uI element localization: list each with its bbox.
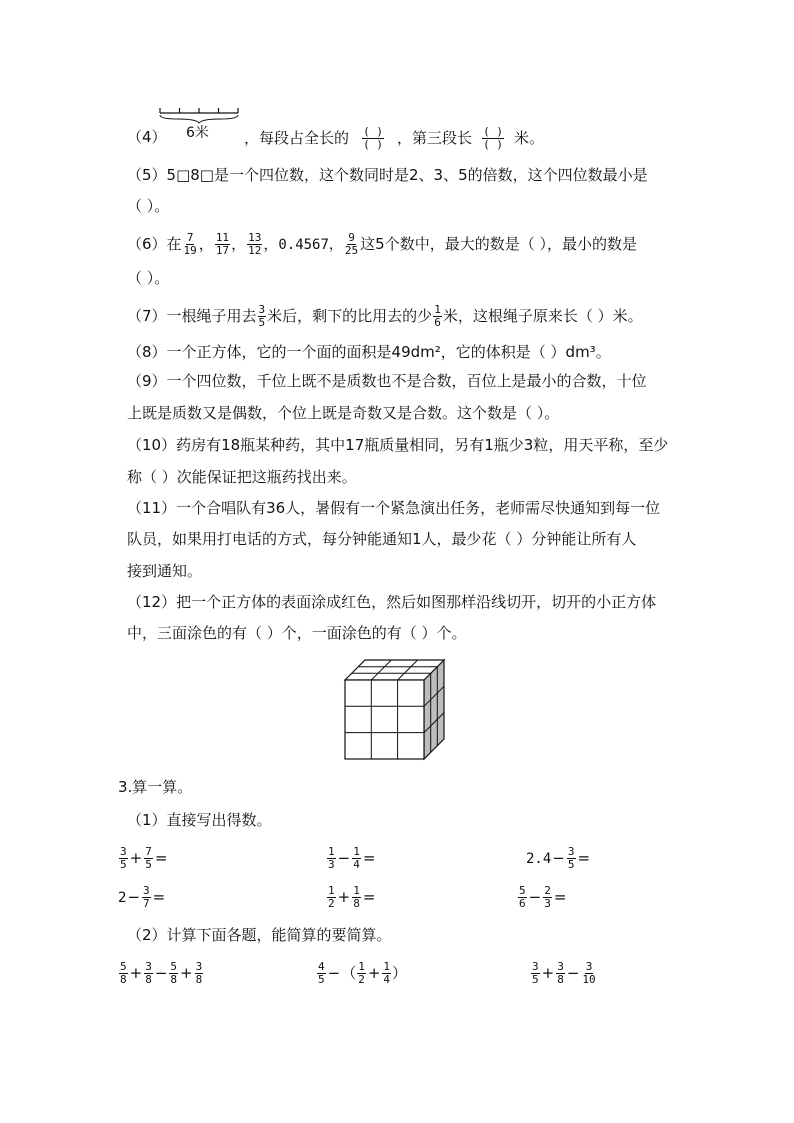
fraction: $\frac{11}{17}$ [215,231,230,257]
fraction: $\frac{1}{6}$ [434,303,441,329]
calc-2: $\frac{1}{3}$ − $\frac{1}{4}$ = [328,845,376,871]
question-11-line3: 接到通知。 [127,562,203,580]
question-12-line2: 中，三面涂色的有（ ）个，一面涂色的有（ ）个。 [127,624,467,642]
calc-4: 2− $\frac{3}{7}$ = [118,884,166,910]
question-number: （4） [127,128,167,146]
calc-6: $\frac{5}{6}$ − $\frac{2}{3}$ = [519,884,567,910]
question-6-line2: （ ）。 [127,269,170,287]
answer-fraction-blank: $\frac{( )}{( )}$ [483,125,503,151]
part-1-heading: （1）直接写出得数。 [127,811,272,829]
question-10-line1: （10）药房有18瓶某种药，其中17瓶质量相同，另有1瓶少3粒，用天平称，至少 [127,436,669,454]
calc-8: $\frac{4}{5}$ −（ $\frac{1}{2}$ + $\frac{1}{4}$ ） [318,960,408,986]
question-11-line2: 队员，如果用打电话的方式，每分钟能通知1人，最少花（ ）分钟能让所有人 [127,530,637,548]
calc-9: $\frac{3}{5}$ + $\frac{3}{8}$ − $\frac{3}{10}$ [532,960,596,986]
fraction: $\frac{3}{5}$ [258,303,266,329]
question-9-line2: 上既是质数又是偶数，个位上既是奇数又是合数。这个数是（ ）。 [127,404,560,422]
calc-5: $\frac{1}{2}$ + $\frac{1}{8}$ = [328,884,376,910]
ruler-label: 6米 [186,125,209,141]
fraction: $\frac{9}{25}$ [344,231,359,257]
answer-fraction-blank: $\frac{( )}{( )}$ [363,125,383,151]
calc-7: $\frac{5}{8}$ + $\frac{3}{8}$ − $\frac{5}{8}$ + $\frac{3}{8}$ [120,960,203,986]
fraction: $\frac{7}{19}$ [183,231,197,257]
question-5-line1: （5）5□8□是一个四位数，这个数同时是2、3、5的倍数，这个四位数最小是 [127,166,648,184]
question-8: （8）一个正方体，它的一个面的面积是49dm²，它的体积是（ ）dm³。 [127,343,611,361]
question-7: （7）一根绳子用去 $\frac{3}{5}$ 米后，剩下的比用去的少 $\frac{1}{6}$ 米，这根绳子原来长（ ）米。 [127,303,643,329]
question-4-text: ，每段占全长的 $\frac{( )}{( )}$ ，第三段长 $\frac{( )}{( )}$ 米。 [244,125,545,151]
question-12-line1: （12）把一个正方体的表面涂成红色，然后如图那样沿线切开，切开的小正方体 [127,593,657,611]
section-3-title: 3.算一算。 [118,778,193,796]
question-6-line1: （6）在 $\frac{7}{19}$ ， $\frac{11}{17}$ ， $\frac{13}{12}$ ，0.4567， $\frac{9}{25}$ 这5个数中，最大的数是（ ），最小的数是 [127,231,637,257]
question-9-line1: （9）一个四位数，千位上既不是质数也不是合数，百位上是最小的合数，十位 [127,372,647,390]
fraction: $\frac{13}{12}$ [248,231,262,257]
calc-1: $\frac{3}{5}$ + $\frac{7}{5}$ = [120,845,168,871]
part-2-heading: （2）计算下面各题，能简算的要简算。 [127,926,392,944]
question-11-line1: （11）一个合唱队有36人，暑假有一个紧急演出任务，老师需尽快通知到每一位 [127,499,661,517]
question-10-line2: 称（ ）次能保证把这瓶药找出来。 [127,468,357,486]
cube-figure [340,655,456,761]
calc-3: 2.4− $\frac{3}{5}$ = [526,845,591,871]
question-5-line2: （ ）。 [127,197,170,215]
